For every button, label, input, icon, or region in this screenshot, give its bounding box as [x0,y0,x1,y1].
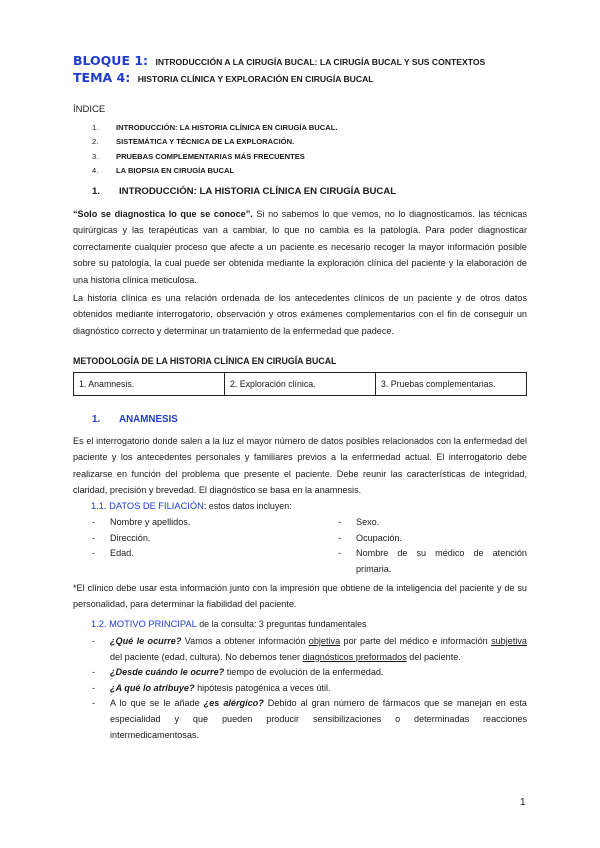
list-item: - Nombre y apellidos. [92,515,312,531]
anamnesis-note: *El clínico debe usar esta información junto con la impresión que obtiene de la inteligencia del paciente y de su personalidad, para determinar la fiabilidad del paciente. [73,583,527,610]
filiacion-list-right [338,515,527,577]
anamnesis-heading: 1. ANAMNESIS [92,414,178,425]
filiacion-heading: 1.1. DATOS DE FILIACIÓN: estos datos incluyen: [91,501,292,511]
section1-heading: 1. INTRODUCCIÓN: LA HISTORIA CLÍNICA EN CIRUGÍA BUCAL [92,186,397,197]
section1-paragraph-1: “Solo se diagnostica lo que se conoce”. Si no sabemos lo que vemos, no lo diagnosticamos. las técnicas quirúrgicas y las terapéuticas van a cambiar, lo que no cambia es la patología. Para poder diagnosticar correctamente cualquier proceso que afecte a un paciente es necesario recoger la mayor información posible sobre su patología, la cual puede ser obtenida mediante la exploración clínica del paciente y la elaboración de una historia clínica meticulosa. [73,209,527,285]
methodology-title: METODOLOGÍA DE LA HISTORIA CLÍNICA EN CIRUGÍA BUCAL [73,356,337,366]
index-item[interactable]: 3. PRUEBAS COMPLEMENTARIAS MÁS FRECUENTES [92,151,305,161]
filiacion-list-left [92,515,312,562]
methodology-cell: 2. Exploración clínica. [225,373,376,396]
question-item: - ¿Desde cuándo le ocurre? tiempo de evolución de la enfermedad. [92,665,527,681]
bloque-label: BLOQUE 1: [73,53,149,68]
question-item: - ¿Qué le ocurre? Vamos a obtener información objetiva por parte del médico e información subjetiva del paciente (edad, cultura). No debemos tener diagnósticos preformados del paciente. [92,634,527,665]
motivo-heading: 1.2. MOTIVO PRINCIPAL de la consulta: 3 preguntas fundamentales [91,619,367,629]
tema-label: TEMA 4: [73,70,131,85]
list-item: - Dirección. [92,531,312,547]
tema-header [73,69,374,87]
list-item: - Nombre de su médico de atención primaria. [338,546,527,577]
methodology-cell: 1. Anamnesis. [74,373,225,396]
index-item[interactable]: 2. SISTEMÁTICA Y TÉCNICA DE LA EXPLORACIÓN. [92,137,295,147]
question-item: - A lo que se le añade ¿es alérgico? Debido al gran número de fármacos que se manejan en esta especialidad y que pueden producir sensibilizaciones o determinadas reacciones intermedicamentosas. [92,696,527,743]
index-title: ÍNDICE [73,104,106,115]
methodology-table [73,372,527,396]
bloque-header [73,52,485,70]
tema-title: HISTORIA CLÍNICA Y EXPLORACIÓN EN CIRUGÍA BUCAL [137,74,374,84]
index-item[interactable]: 4. LA BIOPSIA EN CIRUGÍA BUCAL [92,166,235,176]
methodology-cell: 3. Pruebas complementarias. [376,373,527,396]
index-item[interactable]: 1. INTRODUCCIÓN: LA HISTORIA CLÍNICA EN CIRUGÍA BUCAL. [92,123,338,132]
index-list [92,121,337,179]
list-item: - Sexo. [338,515,527,531]
quote: “Solo se diagnostica lo que se conoce”. [73,209,253,219]
list-item: - Ocupación. [338,531,527,547]
section1-paragraph-2: La historia clínica es una relación ordenada de los antecedentes clínicos de un paciente y de otros datos obtenidos mediante interrogatorio, observación y otros exámenes complementarios con el fin de conseguir un diagnóstico correcto y determinar un tratamiento de la enfermedad que padece. [73,293,527,336]
bloque-title: INTRODUCCIÓN A LA CIRUGÍA BUCAL: LA CIRUGÍA BUCAL Y SUS CONTEXTOS [155,57,486,67]
list-item: - Edad. [92,546,312,562]
motivo-questions [92,634,527,743]
question-item: - ¿A qué lo atribuye? hipótesis patogénica a veces útil. [92,681,527,697]
anamnesis-paragraph: Es el interrogatorio donde salen a la luz el mayor número de datos posibles relacionados con la enfermedad del paciente y los antecedentes personales y familiares previos a la enfermedad actual. El interrogatorio debe realizarse en función del problema que presente el paciente. Debe reunir las características de integridad, claridad, precisión y brevedad. El diagnóstico se basa en la anamnesis. [73,436,527,496]
page-number: 1 [520,797,526,808]
